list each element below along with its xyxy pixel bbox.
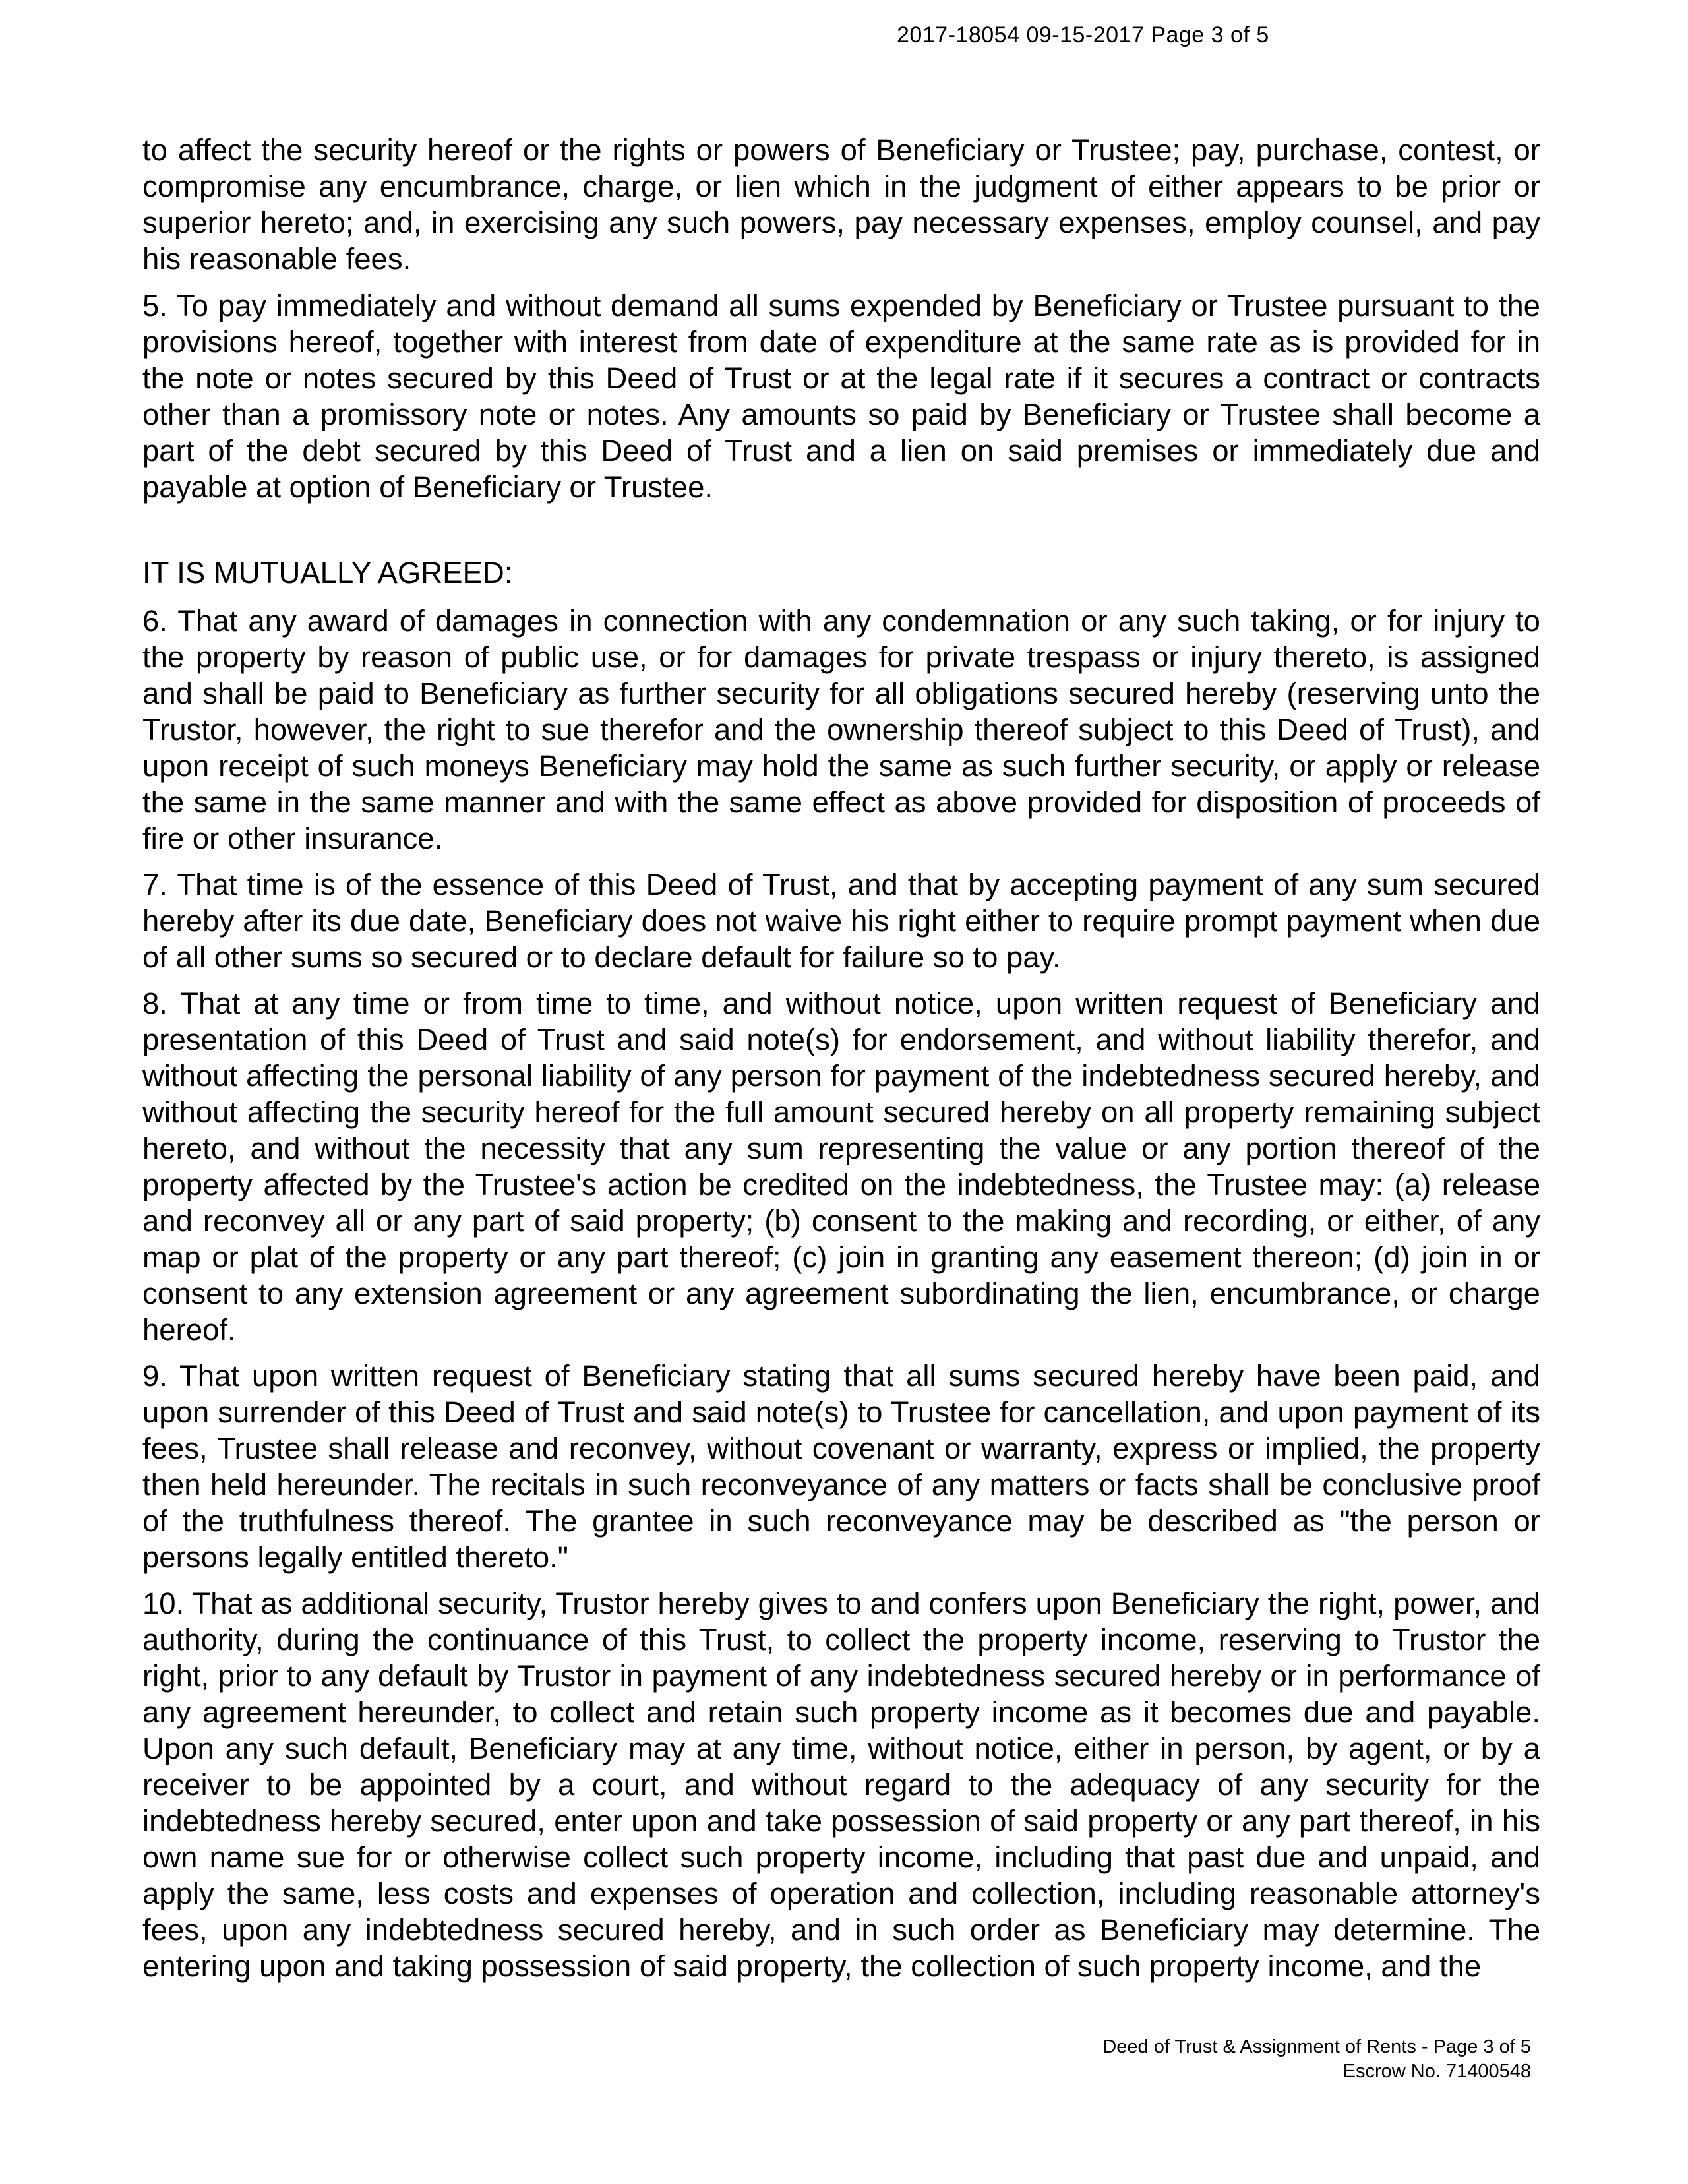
section-heading: IT IS MUTUALLY AGREED: <box>142 556 513 590</box>
paragraph-7: 7. That time is of the essence of this Deed of Trust, and that by accepting payment of any sum secured hereby after its due date, Beneficiary does not waive his right either to require prompt payment when due of all other sums so secured or to declare default for failure so to pay. <box>142 868 1540 974</box>
paragraph-6: 6. That any award of damages in connection with any condemnation or any such taking, or for injury to the property by reason of public use, or for damages for private trespass or injury thereto, is assigned and shall be paid to Beneficiary as further security for all obligations secured hereby (reserving unto the Trustor, however, the right to sue therefor and the ownership thereof subject to this Deed of Trust), and upon receipt of such moneys Beneficiary may hold the same as such further security, or apply or release the same in the same manner and with the same effect as above provided for disposition of proceeds of fire or other insurance. <box>142 604 1540 855</box>
paragraph-5: 5. To pay immediately and without demand all sums expended by Beneficiary or Trustee pursuant to the provisions hereof, together with interest from date of expenditure at the same rate as is provided for in the note or notes secured by this Deed of Trust or at the legal rate if it secures a contract or contracts other than a promissory note or notes. Any amounts so paid by Beneficiary or Trustee shall become a part of the debt secured by this Deed of Trust and a lien on said premises or immediately due and payable at option of Beneficiary or Trustee. <box>142 289 1540 504</box>
footer-document-title: Deed of Trust & Assignment of Rents - Page 3 of 5 <box>1102 2036 1531 2057</box>
continuation-paragraph: to affect the security hereof or the rights or powers of Beneficiary or Trustee; pay, purchase, contest, or compromise any encumbrance, charge, or lien which in the judgment of either appears to be prior or superior hereto; and, in exercising any such powers, pay necessary expenses, employ counsel, and pay his reasonable fees. <box>142 133 1540 276</box>
paragraph-8: 8. That at any time or from time to time, and without notice, upon written request of Beneficiary and presentation of this Deed of Trust and said note(s) for endorsement, and without liability therefor, and without affecting the personal liability of any person for payment of the indebtedness secured hereby, and without affecting the security hereof for the full amount secured hereby on all property remaining subject hereto, and without the necessity that any sum representing the value or any portion thereof of the property affected by the Trustee's action be credited on the indebtedness, the Trustee may: (a) release and reconvey all or any part of said property; (b) consent to the making and recording, or either, of any map or plat of the property or any part thereof; (c) join in granting any easement thereon; (d) join in or consent to any extension agreement or any agreement subordinating the lien, encumbrance, or charge hereof. <box>142 986 1540 1347</box>
paragraph-9: 9. That upon written request of Beneficiary stating that all sums secured hereby have been paid, and upon surrender of this Deed of Trust and said note(s) to Trustee for cancellation, and upon payment of its fees, Trustee shall release and reconvey, without covenant or warranty, express or implied, the property then held hereunder. The recitals in such reconveyance of any matters or facts shall be conclusive proof of the truthfulness thereof. The grantee in such reconveyance may be described as "the person or persons legally entitled thereto." <box>142 1359 1540 1574</box>
paragraph-10: 10. That as additional security, Trustor hereby gives to and confers upon Beneficiary the right, power, and authority, during the continuance of this Trust, to collect the property income, reserving to Trustor the right, prior to any default by Trustor in payment of any indebtedness secured hereby or in performance of any agreement hereunder, to collect and retain such property income as it becomes due and payable. Upon any such default, Beneficiary may at any time, without notice, either in person, by agent, or by a receiver to be appointed by a court, and without regard to the adequacy of any security for the indebtedness hereby secured, enter upon and take possession of said property or any part thereof, in his own name sue for or otherwise collect such property income, including that past due and unpaid, and apply the same, less costs and expenses of operation and collection, including reasonable attorney's fees, upon any indebtedness secured hereby, and in such order as Beneficiary may determine. The entering upon and taking possession of said property, the collection of such property income, and the <box>142 1587 1540 1983</box>
footer-escrow-number: Escrow No. 71400548 <box>1342 2061 1531 2082</box>
recording-stamp: 2017-18054 09-15-2017 Page 3 of 5 <box>897 22 1269 47</box>
document-body <box>142 132 1540 1994</box>
page-footer <box>1102 2035 1531 2084</box>
